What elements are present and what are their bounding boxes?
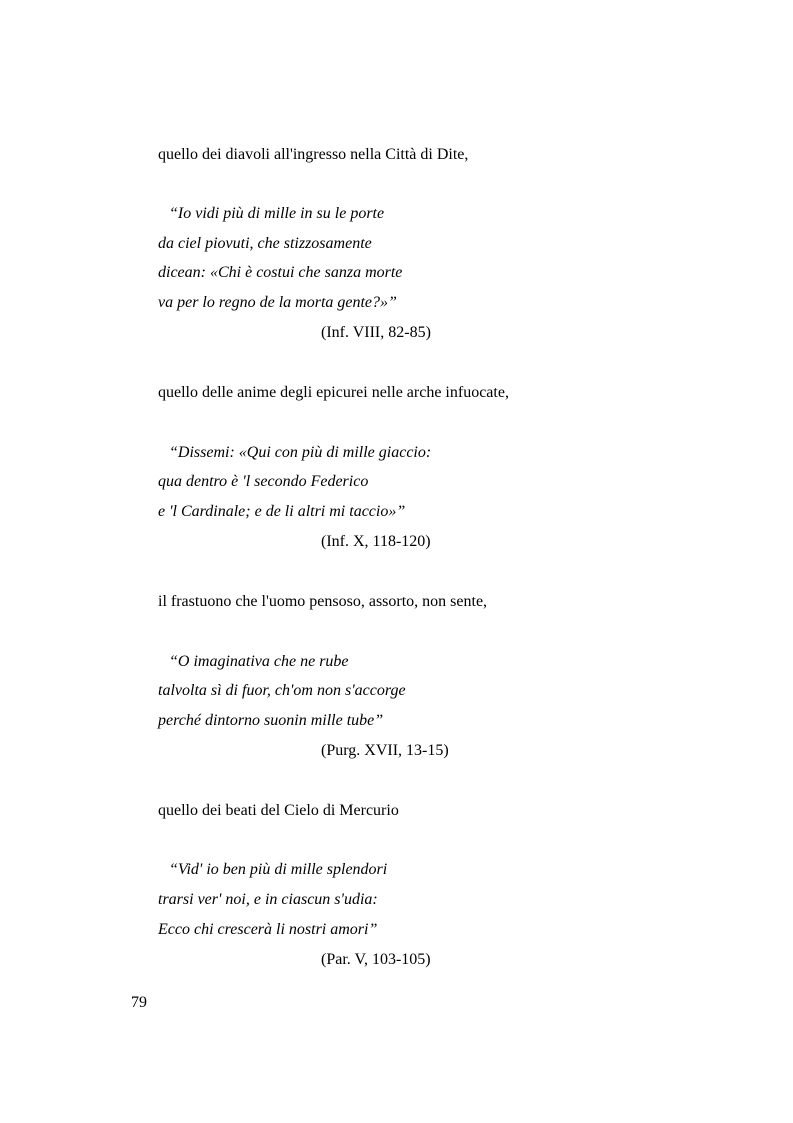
verse-line: va per lo regno de la morta gente?»” xyxy=(158,294,397,311)
verse-line: perché dintorno suonin mille tube” xyxy=(158,712,384,729)
section-intro: quello delle anime degli epicurei nelle arche infuocate, xyxy=(158,384,509,401)
verse-line: “Dissemi: «Qui con più di mille giaccio: xyxy=(169,444,432,461)
verse-line: “Io vidi più di mille in su le porte xyxy=(169,205,385,222)
verse-line: da ciel piovuti, che stizzosamente xyxy=(158,235,372,252)
verse-line: e 'l Cardinale; e de li altri mi taccio»” xyxy=(158,503,406,520)
verse-citation: (Par. V, 103-105) xyxy=(321,951,431,968)
verse-line: “Vid' io ben più di mille splendori xyxy=(169,861,388,878)
section-intro: il frastuono che l'uomo pensoso, assorto, non sente, xyxy=(158,593,488,610)
verse-citation: (Inf. VIII, 82-85) xyxy=(321,324,431,341)
section-intro: quello dei beati del Cielo di Mercurio xyxy=(158,802,399,819)
verse-line: trarsi ver' noi, e in ciascun s'udia: xyxy=(158,891,378,908)
verse-line: qua dentro è 'l secondo Federico xyxy=(158,473,369,490)
page-number: 79 xyxy=(131,994,147,1011)
verse-citation: (Purg. XVII, 13-15) xyxy=(321,742,449,759)
verse-line: “O imaginativa che ne rube xyxy=(169,653,349,670)
verse-line: talvolta sì di fuor, ch'om non s'accorge xyxy=(158,682,406,699)
verse-line: Ecco chi crescerà li nostri amori” xyxy=(158,921,378,938)
section-intro: quello dei diavoli all'ingresso nella Città di Dite, xyxy=(158,146,469,163)
verse-line: dicean: «Chi è costui che sanza morte xyxy=(158,264,403,281)
verse-citation: (Inf. X, 118-120) xyxy=(321,533,431,550)
